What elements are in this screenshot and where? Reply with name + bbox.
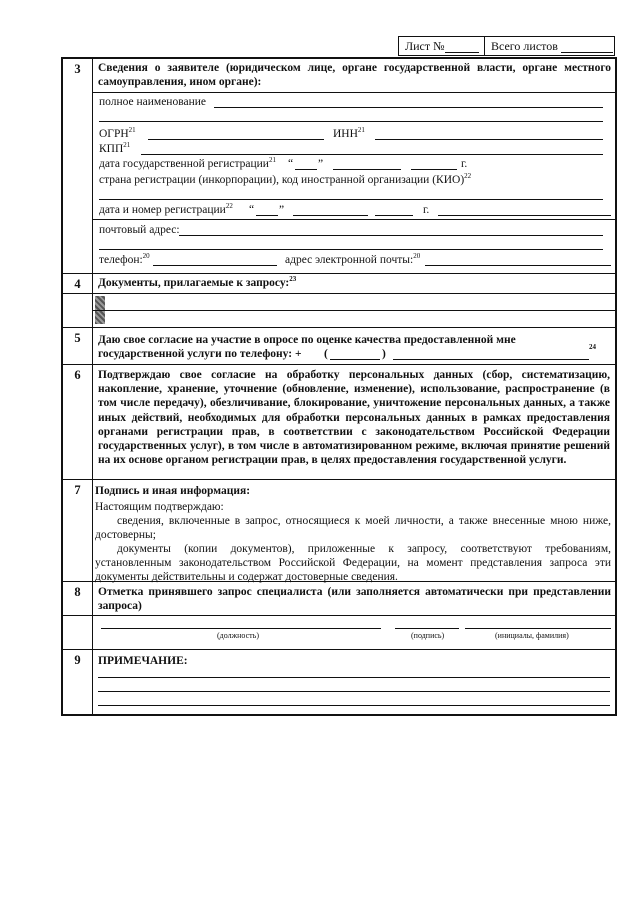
section-5	[63, 328, 615, 365]
email-field[interactable]	[425, 265, 611, 266]
section-number-empty	[63, 616, 93, 649]
phone-field[interactable]	[153, 265, 277, 266]
email-label: адрес электронной почты:$^{20}$	[285, 252, 421, 266]
sheet-number-line[interactable]	[445, 52, 479, 53]
postal-address-field[interactable]	[179, 235, 603, 236]
reg-num-year-field[interactable]	[375, 215, 413, 216]
section-number: 5	[63, 328, 93, 364]
sheet-number-cell	[399, 37, 485, 55]
inn-field[interactable]	[375, 139, 603, 140]
inn-label: ИНН$^{21}$	[333, 126, 365, 140]
ogrn-field[interactable]	[148, 139, 324, 140]
ogrn-label: ОГРН$^{21}$	[99, 126, 136, 140]
reg-num-day-field[interactable]	[256, 215, 278, 216]
survey-phone-label: государственной услуги по телефону: +	[98, 348, 302, 360]
request-form	[61, 57, 617, 716]
section-number: 9	[63, 650, 93, 714]
section-number: 8	[63, 582, 93, 615]
quote-close: ”	[318, 158, 324, 170]
country-label: страна регистрации (инкорпорации), код иностранной организации (КИО)$^{22}$	[99, 172, 472, 186]
confirm-item-2: документы (копии документов), приложенные к запросу, соответствуют требованиям, установленным законодательством Российской Федерации, на момент представления запроса эти документы действительны и содержат достоверные сведения.	[95, 543, 611, 584]
total-sheets-label: Всего листов	[491, 39, 558, 53]
section-4-title: Документы, прилагаемые к запросу:$^{23}$	[98, 275, 297, 289]
attached-documents-rows	[63, 294, 615, 328]
note-line[interactable]	[98, 705, 610, 706]
quote-open: “	[288, 158, 294, 170]
section-4	[63, 274, 615, 294]
footnote-ref: 24	[589, 343, 596, 351]
total-sheets-cell	[485, 37, 614, 55]
divider	[93, 92, 615, 93]
note-line[interactable]	[98, 691, 610, 692]
kpp-field[interactable]	[141, 154, 603, 155]
section-number-empty	[63, 294, 93, 327]
phone-code-field[interactable]	[330, 359, 380, 360]
reg-month-field[interactable]	[333, 169, 401, 170]
total-sheets-line[interactable]	[561, 52, 613, 53]
signature-caption: (подпись)	[411, 631, 445, 640]
reg-number-label: дата и номер регистрации$^{22}$	[99, 202, 233, 216]
signature-field[interactable]	[395, 628, 459, 629]
full-name-line[interactable]	[214, 107, 603, 108]
full-name-label: полное наименование	[99, 96, 207, 108]
initials-caption: (инициалы, фамилия)	[495, 631, 569, 640]
section-3-title: Сведения о заявителе (юридическом лице, органе государственной власти, органе местного самоуправления, ином органе):	[98, 62, 611, 89]
phone-label: телефон:$^{20}$	[99, 252, 150, 266]
position-caption: (должность)	[217, 631, 259, 640]
quote-close: ”	[279, 204, 285, 216]
survey-consent-text: Даю свое согласие на участие в опросе по оценке качества предоставленной мне	[98, 334, 516, 346]
section-7	[63, 480, 615, 582]
reg-date-label: дата государственной регистрации$^{21}$	[99, 156, 276, 170]
position-field[interactable]	[101, 628, 381, 629]
initials-field[interactable]	[465, 628, 611, 629]
section-6	[63, 365, 615, 480]
section-number: 7	[63, 480, 93, 581]
sheet-header	[398, 36, 615, 56]
year-suffix: г.	[461, 158, 468, 170]
section-number: 3	[63, 59, 93, 273]
section-3	[63, 59, 615, 274]
section-number: 6	[63, 365, 93, 479]
note-line[interactable]	[98, 677, 610, 678]
reg-year-field[interactable]	[411, 169, 457, 170]
section-8-title: Отметка принявшего запрос специалиста (или заполняется автоматически при представлении запроса)	[98, 586, 611, 613]
section-9	[63, 650, 615, 714]
paren-open: (	[324, 348, 328, 360]
kpp-label: КПП$^{21}$	[99, 141, 131, 155]
quote-open: “	[249, 204, 255, 216]
confirm-intro: Настоящим подтверждаю:	[95, 501, 224, 513]
section-number: 4	[63, 274, 93, 293]
country-field[interactable]	[99, 199, 603, 200]
paren-close: )	[382, 348, 386, 360]
section-8	[63, 582, 615, 616]
specialist-signature-row	[63, 616, 615, 650]
survey-phone-field[interactable]	[393, 359, 589, 360]
full-name-line-2[interactable]	[99, 121, 603, 122]
section-7-title: Подпись и иная информация:	[95, 485, 251, 497]
postal-address-field-2[interactable]	[99, 249, 603, 250]
postal-address-label: почтовый адрес:	[99, 224, 180, 236]
note-title: ПРИМЕЧАНИЕ:	[98, 655, 188, 667]
reg-num-month-field[interactable]	[293, 215, 368, 216]
reg-day-field[interactable]	[295, 169, 317, 170]
year-suffix: г.	[423, 204, 430, 216]
confirm-item-1: сведения, включенные в запрос, относящиеся к моей личности, а также внесенные мною ниже, достоверны;	[95, 515, 611, 542]
personal-data-consent: Подтверждаю свое согласие на обработку персональных данных (сбор, систематизацию, накопление, хранение, уточнение (обновление, изменение), использование, распространение (в том числе передачу), обезличивание, блокирование, уничтожение персональных данных, а также иных действий, необходимых для обработки персональных данных в рамках предоставления органами регистрации прав, в соответствии с законодательством Российской Федерации государственных услуг), в том числе в автоматизированном режиме, включая принятие решений на их основе органом регистрации прав, в целях предоставления государственной услуги.	[98, 369, 610, 467]
document-line[interactable]	[93, 310, 615, 311]
sheet-number-label: Лист №	[405, 39, 445, 53]
divider	[93, 219, 615, 220]
reg-number-field[interactable]	[438, 215, 611, 216]
